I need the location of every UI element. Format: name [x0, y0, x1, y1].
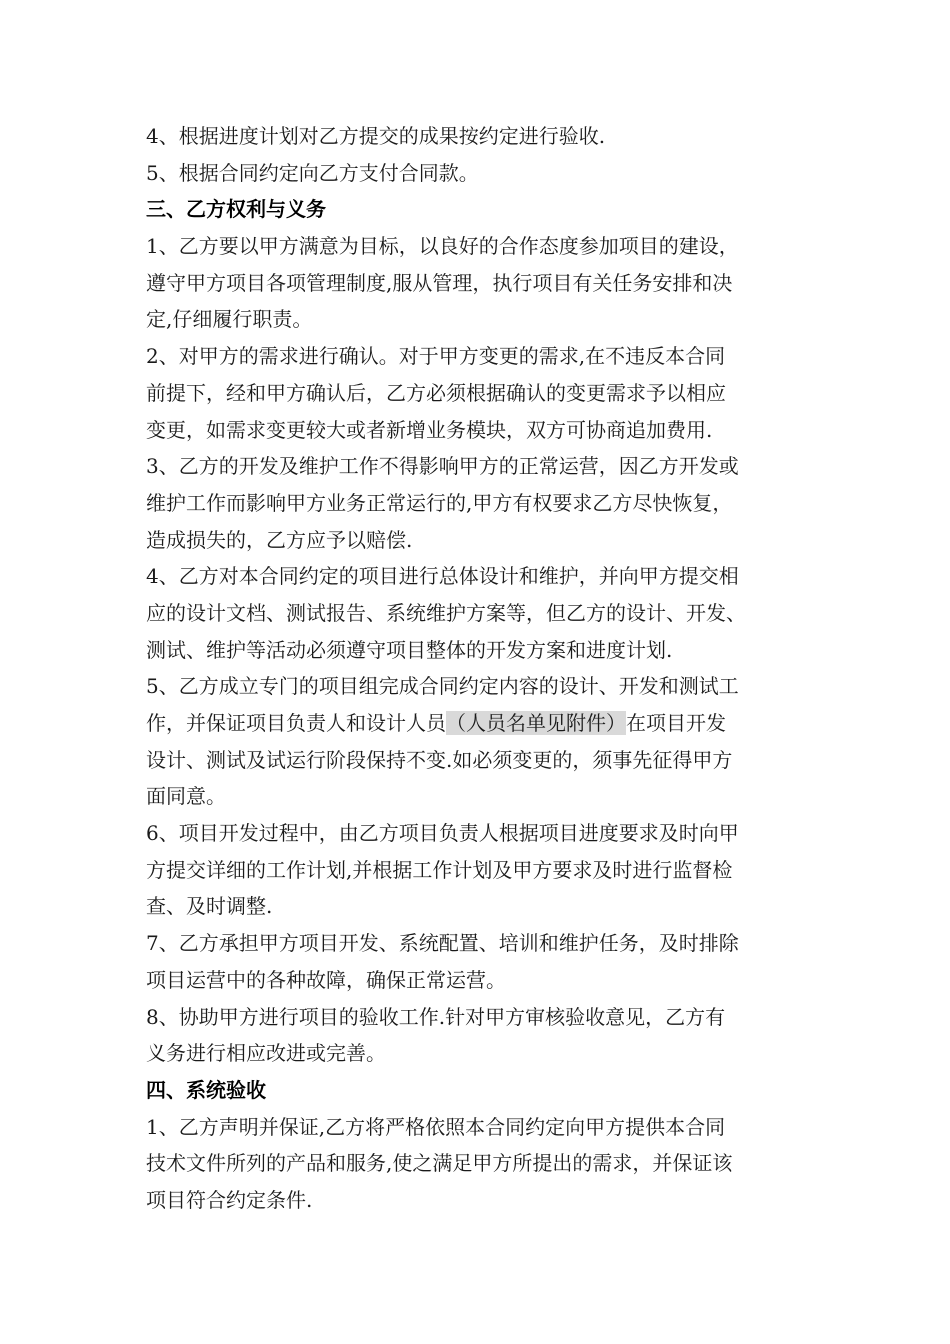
highlighted-attachment-note: （人员名单见附件） — [446, 711, 626, 735]
text-line: 1、乙方声明并保证,乙方将严格依照本合同约定向甲方提供本合同 — [146, 1114, 726, 1139]
text-line: 测试、维护等活动必须遵守项目整体的开发方案和进度计划. — [146, 637, 673, 662]
section-heading: 四、系统验收 — [146, 1077, 266, 1102]
text-line: 造成损失的，乙方应予以赔偿. — [146, 527, 413, 552]
text-line: 项目运营中的各种故障，确保正常运营。 — [146, 967, 506, 992]
document-body — [146, 118, 846, 1219]
text-line: 8、协助甲方进行项目的验收工作.针对甲方审核验收意见，乙方有 — [146, 1004, 726, 1029]
text-line: 2、对甲方的需求进行确认。对于甲方变更的需求,在不违反本合同 — [146, 344, 726, 369]
text-line: 查、及时调整. — [146, 894, 273, 919]
text-line: 3、乙方的开发及维护工作不得影响甲方的正常运营，因乙方开发或 — [146, 454, 739, 479]
text-line: 变更，如需求变更较大或者新增业务模块，双方可协商追加费用. — [146, 417, 713, 442]
text-line: 技术文件所列的产品和服务,使之满足甲方所提出的需求，并保证该 — [146, 1151, 733, 1176]
text-line: 1、乙方要以甲方满意为目标，以良好的合作态度参加项目的建设， — [146, 234, 739, 259]
text-line: 义务进行相应改进或完善。 — [146, 1041, 386, 1066]
text-line: 应的设计文档、测试报告、系统维护方案等，但乙方的设计、开发、 — [146, 600, 746, 625]
text-line: 面同意。 — [146, 784, 226, 809]
text-line: 6、项目开发过程中，由乙方项目负责人根据项目进度要求及时向甲 — [146, 821, 739, 846]
text-line: 前提下，经和甲方确认后，乙方必须根据确认的变更需求予以相应 — [146, 380, 726, 405]
text-line: 定,仔细履行职责。 — [146, 307, 313, 332]
text-line-with-highlight — [146, 705, 846, 742]
text-segment: 作，并保证项目负责人和设计人员 — [146, 711, 446, 735]
text-line: 4、根据进度计划对乙方提交的成果按约定进行验收. — [146, 124, 606, 148]
text-line: 项目符合约定条件. — [146, 1187, 313, 1212]
text-line: 维护工作而影响甲方业务正常运行的,甲方有权要求乙方尽快恢复， — [146, 490, 733, 515]
text-segment: 在项目开发 — [626, 711, 726, 735]
text-line: 5、根据合同约定向乙方支付合同款。 — [146, 160, 479, 185]
text-line: 方提交详细的工作计划,并根据工作计划及甲方要求及时进行监督检 — [146, 857, 733, 882]
text-line: 遵守甲方项目各项管理制度,服从管理，执行项目有关任务安排和决 — [146, 270, 733, 295]
text-line: 4、乙方对本合同约定的项目进行总体设计和维护，并向甲方提交相 — [146, 564, 739, 589]
text-line: 7、乙方承担甲方项目开发、系统配置、培训和维护任务，及时排除 — [146, 931, 739, 956]
text-line: 设计、测试及试运行阶段保持不变.如必须变更的，须事先征得甲方 — [146, 747, 733, 772]
section-heading: 三、乙方权利与义务 — [146, 197, 326, 222]
text-line: 5、乙方成立专门的项目组完成合同约定内容的设计、开发和测试工 — [146, 674, 739, 699]
